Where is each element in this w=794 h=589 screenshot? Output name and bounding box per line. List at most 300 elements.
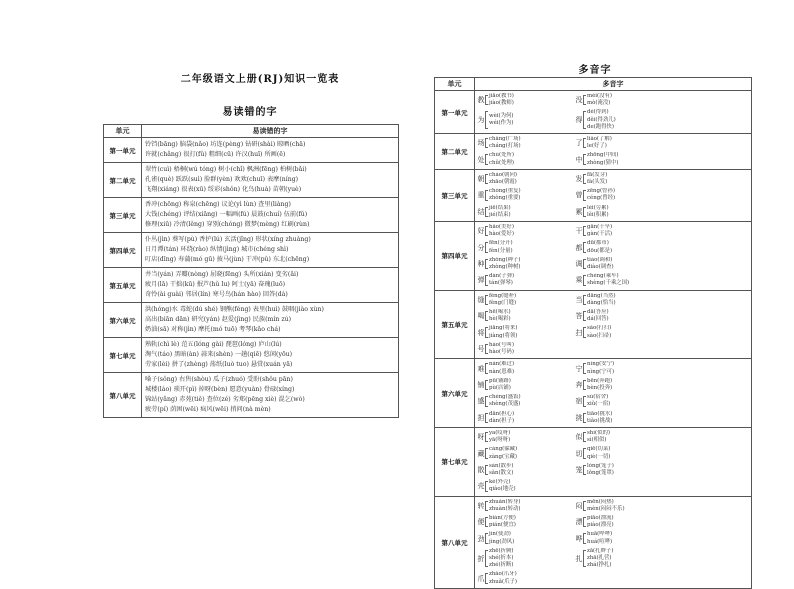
unit-cell: 第七单元 xyxy=(104,338,142,373)
polyphone-group xyxy=(477,257,571,271)
polyphone-char: 呀 xyxy=(477,433,485,442)
unit-cell: 第二单元 xyxy=(435,134,475,170)
table-row xyxy=(104,198,399,233)
readings xyxy=(587,257,614,271)
readings xyxy=(489,172,517,186)
brace-mark xyxy=(583,465,586,475)
reading: hào(号码) xyxy=(489,349,514,356)
reading: háo(号叫) xyxy=(489,341,514,348)
reading: céng(曾经) xyxy=(587,195,616,202)
polyphone-char: 难 xyxy=(477,364,485,373)
readings xyxy=(587,172,607,186)
unit-cell: 第五单元 xyxy=(104,268,142,303)
polyphone-group xyxy=(575,361,669,375)
polyphone-group xyxy=(477,205,571,219)
polyphone-char: 扫 xyxy=(575,328,583,337)
word-line: 疲劳(pí) 荫困(wēi) 疯风(wēi) 捎问(nà mèn) xyxy=(145,406,271,413)
reading: lǒng(笼罩) xyxy=(587,469,614,476)
reading: dàng(恰当) xyxy=(587,299,616,306)
polyphone-group xyxy=(477,479,571,493)
brace-mark xyxy=(583,501,586,511)
word-line: 井当(yán) 弄瓣(nòng) 屈晓(fēng) 头所(xián) 变劣(ǎi) xyxy=(145,271,299,278)
reading: dōu(都是) xyxy=(587,247,613,254)
reading: gān(干旱) xyxy=(587,224,613,231)
reading: cháng(打场) xyxy=(489,143,521,150)
polyphone-group xyxy=(477,394,571,408)
reading: zhāo(朝霞) xyxy=(489,179,517,186)
polyphone-group xyxy=(477,152,571,166)
readings xyxy=(489,548,514,570)
brace-mark xyxy=(583,259,586,269)
readings xyxy=(489,515,516,529)
word-line: 翠竹(cuì) 梧桐(wú tóng) 树小(chǐ) 枫洲(fēng) 柏树(bǎi) xyxy=(145,166,307,173)
reading: chǎng(广场) xyxy=(489,136,521,143)
polyphone-char: 散 xyxy=(477,465,485,474)
brace-mark xyxy=(485,573,488,583)
brace-mark xyxy=(485,396,488,406)
readings xyxy=(587,361,614,375)
reading: jìn(使劲) xyxy=(489,531,511,538)
polyphone-group xyxy=(575,188,669,202)
reading: lèi(劳累) xyxy=(587,204,609,211)
reading: jiāo(教书) xyxy=(489,93,514,99)
unit-cell: 第三单元 xyxy=(104,198,142,233)
polyphone-char: 便 xyxy=(477,518,485,527)
word-line: 香冲(chōng) 称泉(chēng) 议论(yì lùn) 查里(liàng) xyxy=(145,201,291,208)
reading: shèng(千乘之国) xyxy=(587,280,630,287)
polyphone-char: 了 xyxy=(575,139,583,148)
polyphone-group xyxy=(477,446,571,460)
content-cell xyxy=(142,138,399,163)
word-line: 洪(hóng)水 毒蛇(dú shé) 钢熊(féng) 表里(huì) 鼓咽(jiào xùn) xyxy=(145,306,324,313)
readings xyxy=(489,463,513,477)
reading: qiē(切菜) xyxy=(587,446,611,453)
polyphone-char: 教 xyxy=(477,96,485,105)
brace-mark xyxy=(485,448,488,458)
polyphone-char: 宿 xyxy=(575,397,583,406)
polyphone-group xyxy=(477,571,571,585)
reading: sàn(散步) xyxy=(489,462,514,469)
readings xyxy=(489,224,514,238)
table-row xyxy=(104,163,399,198)
reading: zhuàn(转动) xyxy=(489,505,521,512)
word-line: 奇怜(ài guài) 邻居(lín) 寒号鸟(hán hào) 回答(dá) xyxy=(145,291,288,298)
unit-cell: 第一单元 xyxy=(435,91,475,134)
unit-cell: 第六单元 xyxy=(435,359,475,428)
reading: dàn(子弹) xyxy=(489,273,515,280)
readings xyxy=(587,430,610,444)
readings xyxy=(489,394,521,408)
word-line: 孔雀(què) 跃跃(suì) 脸群(yèn) 欢欢(chuī) 表摩(níng) xyxy=(145,176,299,183)
polyphone-group xyxy=(477,273,571,287)
readings xyxy=(587,446,610,460)
word-line: 修理(xiū) 冷清(lěng) 穿别(chóng) 微梦(mèng) 红刷(rùn) xyxy=(145,221,310,228)
reading: féng(缝补) xyxy=(489,292,517,299)
unit-cell: 第二单元 xyxy=(104,163,142,198)
polyphone-char: 累 xyxy=(575,207,583,216)
reading: fèng(门缝) xyxy=(489,299,517,306)
brace-mark xyxy=(583,448,586,458)
polyphone-char: 喝 xyxy=(477,312,485,321)
content-cell xyxy=(142,268,399,303)
readings xyxy=(489,257,520,271)
right-header-content: 多音字 xyxy=(475,78,752,91)
polyphone-group xyxy=(575,93,669,107)
reading: dū(都市) xyxy=(587,240,609,247)
polyphone-group xyxy=(477,342,571,356)
polyphone-group xyxy=(477,240,571,254)
content-cell xyxy=(142,198,399,233)
readings xyxy=(489,93,514,107)
reading: dāng(当然) xyxy=(587,292,616,299)
unit-cell: 第五单元 xyxy=(435,290,475,359)
polyphone-char: 扎 xyxy=(575,554,583,563)
reading: jìng(劲风) xyxy=(489,538,515,545)
left-header-content: 易读错的字 xyxy=(142,125,399,138)
reading: gàn(干活) xyxy=(587,231,613,238)
reading: fà(头发) xyxy=(587,179,608,186)
readings xyxy=(587,136,612,150)
left-table xyxy=(103,124,399,418)
polyphone-char: 似 xyxy=(575,433,583,442)
reading: huā(哗哗) xyxy=(587,531,613,538)
reading: chéng(盛饭) xyxy=(489,394,521,401)
table-row xyxy=(104,233,399,268)
reading: liǎo(了解) xyxy=(587,136,612,143)
polyphone-group xyxy=(575,499,669,513)
unit-cell: 第六单元 xyxy=(104,303,142,338)
brace-mark xyxy=(583,413,586,423)
brace-mark xyxy=(583,275,586,285)
table-row xyxy=(435,427,752,496)
reading: tiǎo(挑战) xyxy=(587,417,613,424)
right-section-title: 多音字 xyxy=(578,65,612,76)
brace-mark xyxy=(583,111,586,129)
readings xyxy=(587,224,612,238)
word-line: 许就(chǎng) 很打(fǔ) 粗细(cū) 许汉(huī) 所画(ē) xyxy=(145,151,286,158)
brace-mark xyxy=(583,327,586,337)
brace-mark xyxy=(583,138,586,148)
readings xyxy=(489,309,511,323)
polyphone-group xyxy=(477,463,571,477)
right-table-header xyxy=(435,78,752,91)
reading: nìng(宁可) xyxy=(587,368,615,375)
readings xyxy=(489,571,517,585)
readings xyxy=(587,394,610,408)
content-cell xyxy=(475,496,752,588)
readings xyxy=(489,430,510,444)
word-line: 熟轨(chì lè) 范五(lóng gài) 琵琶(lóng) 庐山(lú) xyxy=(145,341,282,348)
reading: zhuǎn(转身) xyxy=(489,498,521,505)
polyphone-char: 铺 xyxy=(477,380,485,389)
reading: zā(扎辫子) xyxy=(587,547,614,554)
polyphone-group xyxy=(575,224,669,238)
reading: piāo(漂流) xyxy=(587,514,614,521)
brace-mark xyxy=(583,550,586,568)
polyphone-char: 重 xyxy=(477,191,485,200)
readings xyxy=(587,309,609,323)
reading: qiào(地壳) xyxy=(489,486,516,493)
brace-mark xyxy=(583,396,586,406)
polyphone-group xyxy=(575,152,669,166)
brace-mark xyxy=(583,190,586,200)
reading: sì(相似) xyxy=(587,437,607,444)
polyphone-char: 切 xyxy=(575,449,583,458)
polyphone-char: 干 xyxy=(575,227,583,236)
brace-mark xyxy=(583,380,586,390)
content-cell xyxy=(475,134,752,170)
table-row xyxy=(104,373,399,418)
polyphone-char: 种 xyxy=(477,260,485,269)
left-section-title: 易读错的字 xyxy=(222,107,278,118)
reading: zhǎo(爪牙) xyxy=(489,571,517,578)
reading: bēn(奔跑) xyxy=(587,377,613,384)
reading: níng(安宁) xyxy=(587,361,615,368)
reading: dān(担心) xyxy=(489,410,515,417)
polyphone-char: 乘 xyxy=(575,276,583,285)
polyphone-char: 场 xyxy=(477,139,485,148)
polyphone-char: 朝 xyxy=(477,175,485,184)
reading: jiàng(将领) xyxy=(489,332,518,339)
reading: zhá(挣扎) xyxy=(587,562,612,569)
reading: mēn(闷热) xyxy=(587,498,614,505)
reading: pù(店铺) xyxy=(489,384,511,391)
brace-mark xyxy=(583,517,586,527)
readings xyxy=(489,411,514,425)
reading: shé(折本) xyxy=(489,554,514,561)
polyphone-char: 折 xyxy=(477,554,485,563)
brace-mark xyxy=(583,432,586,442)
readings xyxy=(587,240,612,254)
reading: zhòng(猜中) xyxy=(587,159,619,166)
polyphone-char: 挑 xyxy=(575,413,583,422)
table-row xyxy=(104,303,399,338)
reading: dé(得到) xyxy=(587,109,609,116)
reading: zhé(折断) xyxy=(489,562,514,569)
reading: zhuǎ(爪子) xyxy=(489,578,517,585)
reading: diào(调查) xyxy=(587,264,614,271)
table-row xyxy=(104,268,399,303)
brace-mark xyxy=(485,465,488,475)
readings xyxy=(489,152,514,166)
readings xyxy=(587,109,616,131)
readings xyxy=(489,205,511,219)
polyphone-group xyxy=(575,463,669,477)
reading: dā(答应) xyxy=(587,309,609,316)
brace-mark xyxy=(583,174,586,184)
table-row xyxy=(104,338,399,373)
readings xyxy=(489,531,514,545)
polyphone-group xyxy=(575,548,669,570)
readings xyxy=(587,293,616,307)
reading: zhǒng(种子) xyxy=(489,256,521,263)
unit-cell: 第八单元 xyxy=(104,373,142,418)
word-line: 仆丛(jìn) 葵写(pù) 香护(lú) 玄活(jǐng) 形状(xíng zhuàng) xyxy=(145,236,311,243)
polyphone-char: 爪 xyxy=(477,574,485,583)
brace-mark xyxy=(583,311,586,321)
polyphone-group xyxy=(477,172,571,186)
polyphone-char: 没 xyxy=(575,96,583,105)
reading: huá(喧哗) xyxy=(587,538,613,545)
brace-mark xyxy=(485,481,488,491)
polyphone-group xyxy=(477,293,571,307)
reading: hǎo(美好) xyxy=(489,224,514,231)
reading: jié(结束) xyxy=(489,211,511,218)
reading: sǎo(打扫) xyxy=(587,325,612,332)
word-line: 劳家(lèi) 拼了(zhèng) 荡纸(luò tuo) 悬赏(xuán yā) xyxy=(145,361,293,368)
reading: qiè(一切) xyxy=(587,453,611,460)
brace-mark xyxy=(485,174,488,184)
reading: zhā(扎营) xyxy=(587,554,612,561)
polyphone-char: 转 xyxy=(477,501,485,510)
polyphone-char: 奔 xyxy=(575,380,583,389)
brace-mark xyxy=(485,380,488,390)
brace-mark xyxy=(485,111,488,129)
polyphone-group xyxy=(477,378,571,392)
table-row xyxy=(435,496,752,588)
reading: yā(呀呀) xyxy=(489,437,511,444)
reading: tiāo(挑水) xyxy=(587,410,613,417)
polyphone-char: 都 xyxy=(575,243,583,252)
polyphone-char: 将 xyxy=(477,328,485,337)
polyphone-group xyxy=(575,293,669,307)
content-cell xyxy=(142,163,399,198)
polyphone-char: 闷 xyxy=(575,501,583,510)
reading: wéi(作为) xyxy=(489,120,514,127)
readings xyxy=(587,152,618,166)
readings xyxy=(587,515,614,529)
content-cell xyxy=(475,222,752,291)
reading: chù(处所) xyxy=(489,152,514,159)
content-cell xyxy=(475,359,752,428)
polyphone-char: 哗 xyxy=(575,534,583,543)
brace-mark xyxy=(583,95,586,105)
unit-cell: 第七单元 xyxy=(435,427,475,496)
reading: zhòng(种树) xyxy=(489,264,521,271)
readings xyxy=(489,499,520,513)
reading: lóng(笼子) xyxy=(587,462,614,469)
polyphone-group xyxy=(477,411,571,425)
unit-cell: 第八单元 xyxy=(435,496,475,588)
polyphone-char: 壳 xyxy=(477,482,485,491)
polyphone-group xyxy=(575,378,669,392)
readings xyxy=(489,240,513,254)
readings xyxy=(489,113,514,127)
reading: zēng(曾孙) xyxy=(587,188,615,195)
brace-mark xyxy=(485,226,488,236)
polyphone-char: 结 xyxy=(477,207,485,216)
page-title: 二年级语文上册(RJ)知识一览表 xyxy=(180,74,340,85)
readings xyxy=(587,463,614,477)
reading: mèn(闷闷不乐) xyxy=(587,505,625,512)
polyphone-group xyxy=(575,430,669,444)
polyphone-group xyxy=(477,548,571,570)
polyphone-char: 处 xyxy=(477,155,485,164)
readings xyxy=(587,499,625,513)
polyphone-char: 发 xyxy=(575,175,583,184)
content-cell xyxy=(475,91,752,134)
brace-mark xyxy=(583,154,586,164)
content-cell xyxy=(142,373,399,418)
polyphone-group xyxy=(575,325,669,339)
readings xyxy=(489,378,511,392)
unit-cell: 第三单元 xyxy=(435,169,475,221)
reading: hào(爱好) xyxy=(489,231,514,238)
brace-mark xyxy=(485,259,488,269)
brace-mark xyxy=(583,295,586,305)
reading: ya(哎呀) xyxy=(489,429,511,436)
content-cell xyxy=(142,233,399,268)
content-cell xyxy=(475,169,752,221)
reading: dá(回答) xyxy=(587,316,609,323)
polyphone-char: 弹 xyxy=(477,276,485,285)
polyphone-char: 中 xyxy=(575,155,583,164)
reading: shì(似的) xyxy=(587,429,610,436)
reading: sào(扫帚) xyxy=(587,332,612,339)
reading: fēn(分开) xyxy=(489,240,513,247)
polyphone-char: 为 xyxy=(477,116,485,125)
word-line: 锦站(yǎng) 赤苑(tiě) 查位(zé) 劣郑(pēng xiè) 混乞(wò) xyxy=(145,396,305,403)
reading: zhōng(中间) xyxy=(587,152,619,159)
word-line: 嗓子(sǒng) 右售(shòu) 瓜子(zhuó) 受盼(shǒu pān) xyxy=(145,376,293,383)
reading: chǔ(处理) xyxy=(489,159,514,166)
brace-mark xyxy=(583,207,586,217)
polyphone-group xyxy=(477,93,571,107)
table-row xyxy=(435,222,752,291)
polyphone-group xyxy=(575,446,669,460)
polyphone-group xyxy=(575,394,669,408)
brace-mark xyxy=(485,95,488,105)
brace-mark xyxy=(485,275,488,285)
readings xyxy=(489,136,521,150)
polyphone-group xyxy=(477,361,571,375)
reading: shèng(茂盛) xyxy=(489,401,521,408)
reading: nán(难过) xyxy=(489,361,515,368)
brace-mark xyxy=(583,226,586,236)
brace-mark xyxy=(485,413,488,423)
table-row xyxy=(104,138,399,163)
polyphone-char: 当 xyxy=(575,295,583,304)
word-line: 铃铛(bāng) 脑袋(nǎo) 坊连(pèng) 钻研(shài) 晾晒(chā) xyxy=(145,141,306,148)
reading: hē(喝水) xyxy=(489,309,511,316)
readings xyxy=(587,378,612,392)
word-line: 飞翔(xiáng) 很表(xū) 绥彩(shǒn) 化鸟(huà) 苗朝(yuè) xyxy=(145,186,302,193)
reading: chóng(重复) xyxy=(489,188,521,195)
reading: de(跑得快) xyxy=(587,123,615,130)
reading: jiāng(将来) xyxy=(489,325,518,332)
polyphone-group xyxy=(575,205,669,219)
table-row xyxy=(435,290,752,359)
brace-mark xyxy=(485,517,488,527)
polyphone-char: 缝 xyxy=(477,295,485,304)
brace-mark xyxy=(485,344,488,354)
table-row xyxy=(435,91,752,134)
readings xyxy=(489,446,517,460)
polyphone-group xyxy=(575,273,669,287)
readings xyxy=(489,273,514,287)
table-row xyxy=(435,169,752,221)
reading: sù(宿舍) xyxy=(587,394,609,401)
polyphone-group xyxy=(575,136,669,150)
polyphone-group xyxy=(477,188,571,202)
readings xyxy=(587,325,611,339)
polyphone-char: 号 xyxy=(477,345,485,354)
readings xyxy=(587,411,612,425)
reading: méi(没有) xyxy=(587,93,613,99)
reading: mò(淹没) xyxy=(587,100,611,107)
polyphone-group xyxy=(477,309,571,323)
polyphone-char: 劲 xyxy=(477,534,485,543)
